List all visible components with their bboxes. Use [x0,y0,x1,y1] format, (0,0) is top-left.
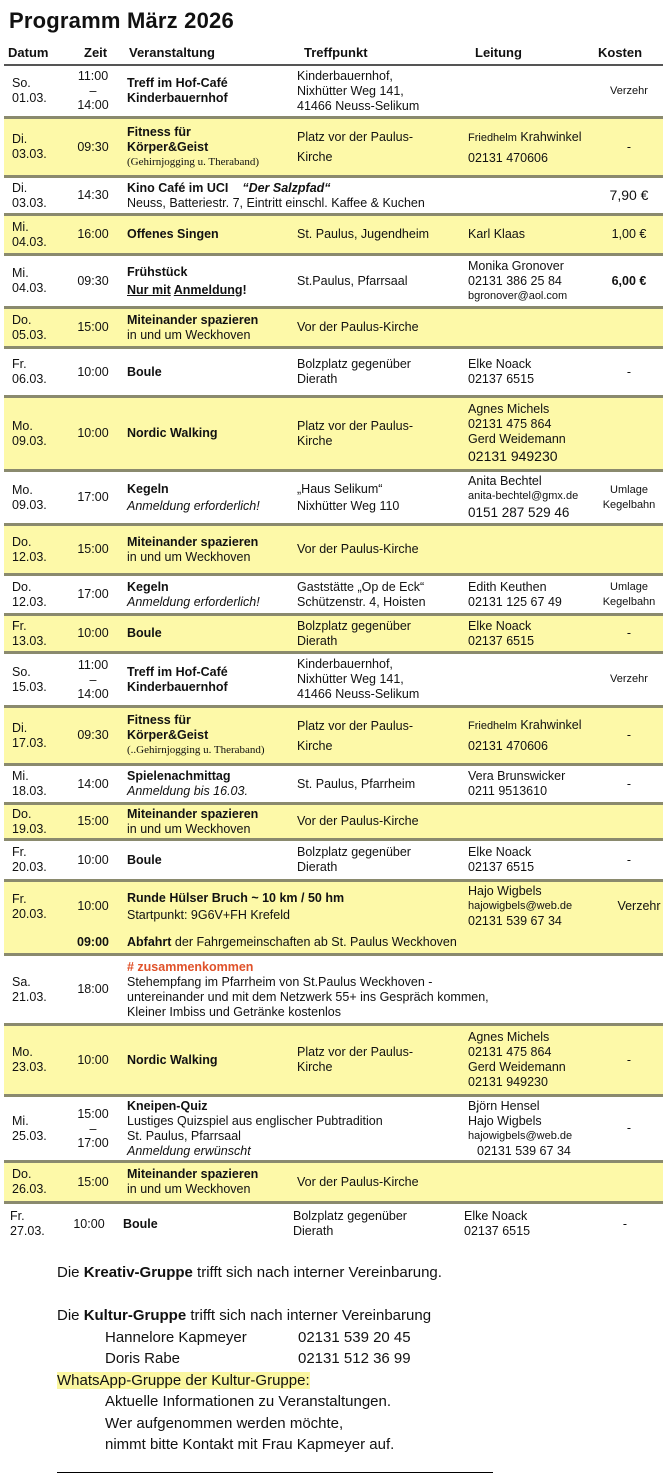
time: 10:00 [77,899,109,913]
event-title: Nordic Walking [127,426,218,440]
event-title: Boule [127,626,162,640]
event-detail: St. Paulus, Pfarrsaal [127,1128,241,1143]
time-end: 14:00 [77,686,109,701]
time: 15:00 [77,814,109,828]
table-row [4,256,663,309]
table-row [0,1204,659,1244]
table-row [4,398,663,472]
date: 25.03. [12,1128,47,1143]
weekday: Mi. [12,769,29,783]
event-title: Boule [127,364,162,379]
time: 14:00 [77,776,109,791]
time: 10:00 [77,626,109,640]
note-text: trifft sich nach interner Vereinbarung. [192,1264,442,1281]
weekday: Fr. [12,618,27,633]
note-text: trifft sich nach interner Vereinbarung [186,1307,432,1324]
weekday: So. [12,76,31,90]
event-subtitle: in und um Weckhoven [127,327,251,342]
contact-row [57,1327,442,1349]
place: Bolzplatz gegenüber [297,357,411,371]
event-title: Fitness für [127,713,191,727]
event-title: Nordic Walking [127,1052,218,1067]
lead-email[interactable]: anita-bechtel@gmx.de [468,489,579,502]
event-detail: Startpunkt: 9G6V+FH Krefeld [127,907,290,922]
lead: Elke Noack [468,618,532,633]
weekday: Do. [12,534,32,549]
event-title: Kinderbauernhof [127,679,228,694]
event-detail: untereinander und mit dem Netzwerk 55+ ins Gespräch kommen, [127,989,489,1004]
lead-phone: 02131 386 25 84 [468,273,562,288]
lead: Karl Klaas [468,227,525,241]
event-note: (Gehirnjogging u. Theraband) [127,155,260,168]
place: Platz vor der Paulus- [297,130,414,144]
time: 15:00 [77,542,109,556]
event-title: Kneipen-Quiz [127,1098,208,1113]
table-row [4,119,663,178]
weekday: Fr. [12,891,27,906]
cost: - [626,364,632,379]
weekday: Mi. [12,1113,29,1128]
weekday: Do. [12,312,32,327]
table-row [4,841,663,882]
cost: - [626,139,632,154]
place: Platz vor der Paulus- [297,718,414,733]
cost: Verzehr [610,673,648,685]
kreativ-group-note [57,1262,442,1284]
contact-phone: 02131 512 36 99 [298,1350,411,1367]
cost: - [626,776,632,791]
date: 20.03. [12,906,47,921]
column-header-time: Zeit [84,45,108,60]
place: Vor der Paulus-Kirche [297,1174,419,1189]
lead: Elke Noack [468,357,532,371]
event-detail: Stehempfang im Pfarrheim von St.Paulus Weckhoven - [127,974,433,989]
place: Bolzplatz gegenüber [297,618,411,633]
table-row [4,472,663,526]
lead: Vera Brunswicker [468,769,566,783]
lead-last-name: Krahwinkel [520,718,582,732]
group-notes [57,1262,442,1456]
lead-phone: 0151 287 529 46 [468,504,570,520]
cost: Kegelbahn [602,595,656,608]
table-row [4,1163,663,1204]
event-subtitle: in und um Weckhoven [127,549,251,564]
weekday: Mi. [12,266,29,280]
time: 18:00 [77,982,109,996]
weekday: Fr. [10,1209,25,1223]
time: 17:00 [77,490,109,504]
date: 27.03. [10,1224,45,1238]
place: Kinderbauernhof, [297,657,393,671]
event-title: Miteinander spazieren [127,534,259,549]
cost: - [622,1216,628,1231]
event-title: Kegeln [127,481,169,496]
contact-phone: 02131 539 20 45 [298,1328,411,1346]
place: Kirche [297,738,333,753]
table-row [4,766,663,805]
place: Dierath [297,372,338,386]
time: 10:00 [77,852,109,867]
registration-note: Nur mit [127,283,171,297]
weekday: Mo. [12,418,33,433]
weekday: Di. [12,132,28,146]
departure-label: Abfahrt [127,934,172,949]
footer-divider [57,1472,493,1473]
date: 03.03. [12,147,47,161]
cost: Kegelbahn [602,498,656,511]
lead-last-name: Krahwinkel [520,129,582,144]
whatsapp-heading: WhatsApp-Gruppe der Kultur-Gruppe: [57,1371,310,1389]
cost: - [626,1052,632,1067]
place: Nixhütter Weg 110 [297,498,400,513]
event-note: Anmeldung erwünscht [127,1143,251,1158]
place: Kinderbauernhof, [297,68,393,83]
whatsapp-info: nimmt bitte Kontakt mit Frau Kapmeyer auf. [105,1436,395,1453]
table-row [4,616,663,654]
event-detail: Neuss, Batteriestr. 7, Eintritt einschl. Kaffee & Kuchen [127,195,425,210]
weekday: Fr. [12,357,27,371]
time-separator: – [89,84,97,98]
lead: Monika Gronover [468,258,564,273]
time: 10:00 [77,364,109,379]
hashtag-title: # zusammenkommen [127,959,254,974]
weekday: Mo. [12,482,33,497]
table-row [4,1026,663,1097]
weekday: Sa. [12,974,31,989]
event-title: Fitness für [127,124,191,139]
time: 09:30 [77,273,109,288]
cost: - [626,626,632,640]
place: „Haus Selikum“ [297,481,383,496]
place: Kirche [297,150,333,164]
table-row [4,216,663,256]
lead: Hajo Wigbels [468,1113,542,1128]
lead: Anita Bechtel [468,473,542,488]
time: 10:00 [77,426,109,440]
kultur-group-note [57,1305,442,1327]
place: Kirche [297,433,333,448]
registration-note: ! [242,283,247,297]
event-title: Kegeln [127,579,169,594]
lead-phone: 02137 6515 [464,1224,531,1238]
weekday: Di. [12,720,28,735]
event-title: Spielenachmittag [127,769,231,783]
table-row [4,66,663,119]
cost: Umlage [610,580,648,593]
lead-phone: 02131 949230 [468,448,558,464]
lead-phone: 02131 539 67 34 [477,1143,571,1158]
event-title: Frühstück [127,265,188,279]
cost: Verzehr [617,899,661,913]
place: Vor der Paulus-Kirche [297,320,419,334]
date: 09.03. [12,497,47,512]
lead-phone: 02137 6515 [468,860,535,874]
event-note: (..Gehirnjogging u. Theraband) [127,744,265,756]
lead: Edith Keuthen [468,579,547,594]
event-title: Treff im Hof-Café [127,664,228,679]
weekday: Do. [12,1167,32,1181]
lead-email[interactable]: hajowigbels@web.de [468,1129,573,1142]
event-title: Miteinander spazieren [127,806,259,821]
date: 23.03. [12,1060,47,1074]
event-title: Miteinander spazieren [127,1167,259,1181]
event-title: Miteinander spazieren [127,312,259,327]
registration-note: Anmeldung [173,283,243,297]
whatsapp-info: Wer aufgenommen werden möchte, [105,1414,344,1432]
time: 09:30 [77,139,109,154]
weekday: Mo. [12,1045,33,1059]
date: 01.03. [12,91,47,105]
event-title: Treff im Hof-Café [127,76,228,90]
lead: Elke Noack [468,845,532,859]
event-detail: Kleiner Imbiss und Getränke kostenlos [127,1004,341,1019]
place: Schützenstr. 4, Hoisten [297,594,426,609]
place: 41466 Neuss-Selikum [297,687,420,701]
time-end: 17:00 [77,1135,109,1150]
weekday: So. [12,664,31,679]
weekday: Do. [12,806,32,821]
table-row [4,956,663,1026]
event-title: Körper&Geist [127,139,209,154]
date: 03.03. [12,195,47,210]
lead-phone: 02131 475 864 [468,417,552,431]
cost: - [626,852,632,867]
time: 14:30 [77,188,109,202]
event-subtitle: in und um Weckhoven [127,821,251,836]
place: Dierath [297,633,338,648]
time: 10:00 [73,1216,105,1231]
lead: Agnes Michels [468,1030,550,1044]
date: 21.03. [12,989,47,1004]
place: Vor der Paulus-Kirche [297,542,419,556]
lead: Hajo Wigbels [468,884,542,898]
column-header-date: Datum [8,45,49,60]
lead-phone: 02137 6515 [468,633,535,648]
note-text: Die [57,1264,84,1281]
date: 04.03. [12,281,47,295]
event-title: Kino Café im UCI [127,180,229,195]
table-row [4,178,663,216]
event-title: Runde Hülser Bruch ~ 10 km / 50 hm [127,890,345,905]
lead-email[interactable]: hajowigbels@web.de [468,900,573,912]
place: Kirche [297,1060,333,1074]
event-subtitle: “Der Salzpfad“ [242,180,331,195]
date: 12.03. [12,594,47,609]
date: 18.03. [12,784,47,798]
cost: - [626,728,632,742]
place: Dierath [297,860,338,874]
lead-phone: 02137 6515 [468,372,535,386]
event-table [4,66,663,1244]
date: 09.03. [12,433,47,448]
event-title: Offenes Singen [127,227,219,241]
weekday: Di. [12,180,28,195]
place: Nixhütter Weg 141, [297,83,404,98]
place: St.Paulus, Pfarrsaal [297,273,408,288]
lead-phone: 02131 470606 [468,150,548,165]
lead: Björn Hensel [468,1098,540,1113]
place: Dierath [293,1224,334,1238]
event-title: Boule [127,852,162,867]
lead-first-name: Friedhelm [468,720,517,732]
contact-row [57,1348,442,1370]
date: 26.03. [12,1182,47,1196]
lead: Elke Noack [464,1209,528,1223]
lead-phone: 02131 539 67 34 [468,914,562,928]
table-row [4,1097,663,1163]
event-note: Anmeldung bis 16.03. [127,784,248,798]
place: St. Paulus, Pfarrheim [297,776,416,791]
lead-phone: 02131 475 864 [468,1045,552,1059]
time-end: 14:00 [77,98,109,112]
date: 13.03. [12,633,47,648]
lead-phone: 0211 9513610 [468,784,548,798]
table-row [4,576,663,616]
lead-first-name: Friedhelm [468,131,517,144]
time-separator: – [89,672,97,687]
note-text: Die [57,1307,84,1324]
date: 17.03. [12,735,47,750]
column-header-place: Treffpunkt [304,45,368,60]
cost: - [626,1121,632,1135]
time: 17:00 [77,587,109,601]
event-title: Kinderbauernhof [127,91,228,105]
place: St. Paulus, Jugendheim [297,227,430,241]
table-row [4,526,663,576]
event-note: Anmeldung erforderlich! [127,594,260,609]
table-row [4,805,663,841]
lead: Agnes Michels [468,402,550,416]
lead-phone: 02131 125 67 49 [468,594,562,609]
time: 10:00 [77,1052,109,1067]
date: 15.03. [12,679,47,694]
event-subtitle: in und um Weckhoven [127,1182,251,1196]
weekday: Do. [12,579,32,594]
cost: Verzehr [610,84,648,97]
place: Vor der Paulus-Kirche [297,814,419,828]
lead-phone: 02131 949230 [468,1075,548,1089]
contact-name: Hannelore Kapmeyer [105,1328,247,1346]
table-row [4,309,663,349]
lead-phone: 02131 470606 [468,739,548,753]
column-header-cost: Kosten [598,45,643,60]
time: 15:00 [77,320,109,334]
group-name: Kreativ-Gruppe [83,1264,193,1281]
place: Bolzplatz gegenüber [293,1209,407,1223]
event-title: Körper&Geist [127,728,209,742]
event-note: Anmeldung erforderlich! [127,498,260,513]
page-title: Programm März 2026 [9,8,234,33]
group-name: Kultur-Gruppe [83,1307,187,1324]
cost: 6,00 € [611,273,647,288]
date: 19.03. [12,821,47,836]
column-header-event: Veranstaltung [129,45,215,60]
departure-time: 09:00 [77,934,109,949]
time-separator: – [89,1121,97,1136]
place: Bolzplatz gegenüber [297,845,411,859]
lead: Gerd Weidemann [468,432,566,446]
departure-text: der Fahrgemeinschaften ab St. Paulus Weckhoven [171,934,457,949]
place: Gaststätte „Op de Eck“ [297,579,425,594]
date: 06.03. [12,372,47,386]
time-start: 11:00 [77,69,109,83]
time-start: 11:00 [77,657,109,672]
whatsapp-info: Aktuelle Informationen zu Veranstaltungen. [105,1393,392,1410]
table-row [4,708,663,766]
date: 20.03. [12,860,47,874]
cost: 7,90 € [609,187,649,203]
place: 41466 Neuss-Selikum [297,98,420,113]
table-row [4,882,663,956]
event-title: Boule [123,1216,158,1231]
weekday: Mi. [12,219,29,234]
table-row [4,654,663,708]
time: 09:30 [77,728,109,742]
time: 15:00 [77,1174,109,1189]
table-header [0,45,663,65]
cost: Umlage [610,483,648,496]
time: 16:00 [77,227,109,241]
date: 12.03. [12,549,47,564]
place: Platz vor der Paulus- [297,418,414,433]
lead-email[interactable]: bgronover@aol.com [468,289,568,302]
time-start: 15:00 [77,1106,109,1121]
column-header-lead: Leitung [475,45,522,60]
event-detail: Lustiges Quizspiel aus englischer Pubtradition [127,1113,383,1128]
place: Platz vor der Paulus- [297,1045,414,1059]
date: 04.03. [12,234,47,249]
contact-name: Doris Rabe [105,1350,181,1367]
weekday: Fr. [12,845,27,859]
cost: 1,00 € [611,227,647,241]
date: 05.03. [12,327,47,342]
lead: Gerd Weidemann [468,1060,566,1074]
table-row [4,349,663,398]
place: Nixhütter Weg 141, [297,672,404,686]
